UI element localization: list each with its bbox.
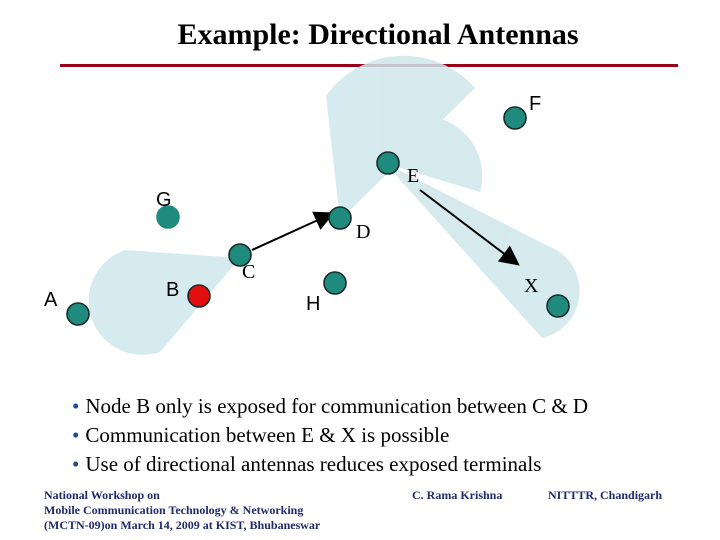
beam-c-left — [89, 250, 240, 355]
node-a — [67, 303, 89, 325]
node-d — [329, 207, 351, 229]
label-f: F — [529, 93, 542, 115]
bullet-dot: • — [72, 423, 80, 447]
label-b: B — [166, 279, 180, 301]
footer-institute: NITTTR, Chandigarh — [548, 488, 663, 502]
footer-line: National Workshop on — [44, 488, 160, 502]
footer-line: Mobile Communication Technology & Networking — [44, 503, 304, 517]
bullet-dot: • — [72, 452, 80, 476]
bullet-text: Use of directional antennas reduces exposed terminals — [85, 452, 542, 476]
node-f — [504, 107, 526, 129]
footer-workshop — [44, 488, 320, 533]
bullet-text: Node B only is exposed for communication between C & D — [85, 394, 589, 418]
node-x — [547, 295, 569, 317]
bullet-item — [72, 392, 588, 421]
bullet-item — [72, 450, 588, 479]
label-h: H — [306, 293, 321, 315]
label-d: D — [356, 221, 371, 243]
label-c: C — [242, 261, 256, 283]
footer-author: C. Rama Krishna — [412, 488, 503, 502]
label-a: A — [44, 289, 58, 311]
footer-line: (MCTN-09)on March 14, 2009 at KIST, Bhubaneswar — [44, 518, 321, 532]
bullet-item — [72, 421, 588, 450]
bullet-list — [72, 392, 588, 479]
label-e: E — [407, 165, 420, 187]
node-e — [377, 152, 399, 174]
node-b — [188, 285, 210, 307]
slide-title: Example: Directional Antennas — [177, 18, 579, 51]
link-c-d — [252, 215, 329, 250]
node-h — [324, 272, 346, 294]
bullet-dot: • — [72, 394, 80, 418]
label-x: X — [524, 275, 539, 297]
bullet-text: Communication between E & X is possible — [85, 423, 450, 447]
label-g: G — [156, 189, 172, 211]
